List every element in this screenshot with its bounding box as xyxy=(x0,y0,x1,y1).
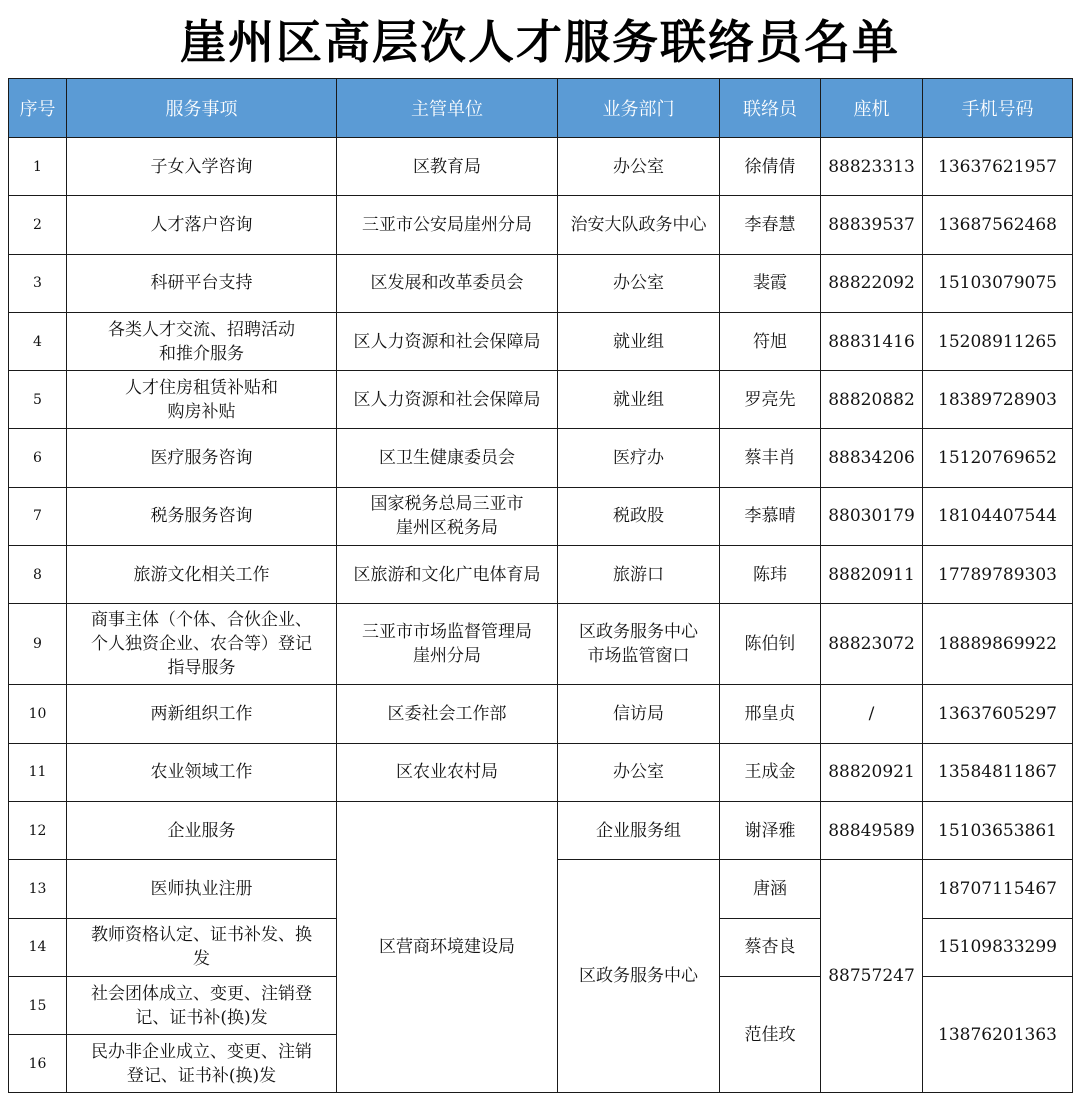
header-unit: 主管单位 xyxy=(337,79,558,138)
unit-cell: 区卫生健康委员会 xyxy=(337,429,558,487)
table-row xyxy=(9,546,1073,604)
header-contact: 联络员 xyxy=(720,79,821,138)
row-index: 3 xyxy=(9,254,67,312)
mobile-cell: 13687562468 xyxy=(923,196,1073,254)
dept-cell: 企业服务组 xyxy=(558,801,720,859)
service-cell: 商事主体（个体、合伙企业、 个人独资企业、农合等）登记 指导服务 xyxy=(67,604,337,685)
dept-cell: 信访局 xyxy=(558,685,720,743)
header-row xyxy=(9,79,1073,138)
service-cell: 科研平台支持 xyxy=(67,254,337,312)
mobile-cell: 18389728903 xyxy=(923,371,1073,429)
row-index: 7 xyxy=(9,487,67,545)
table-row xyxy=(9,254,1073,312)
unit-cell: 区旅游和文化广电体育局 xyxy=(337,546,558,604)
service-cell: 人才落户咨询 xyxy=(67,196,337,254)
table-row xyxy=(9,196,1073,254)
contact-cell: 蔡丰肖 xyxy=(720,429,821,487)
table-row xyxy=(9,429,1073,487)
table-row xyxy=(9,138,1073,196)
service-cell: 医疗服务咨询 xyxy=(67,429,337,487)
service-cell: 人才住房租赁补贴和 购房补贴 xyxy=(67,371,337,429)
contact-cell: 李慕晴 xyxy=(720,487,821,545)
header-landline: 座机 xyxy=(821,79,923,138)
mobile-cell: 18707115467 xyxy=(923,860,1073,918)
mobile-cell: 13584811867 xyxy=(923,743,1073,801)
mobile-cell: 15103653861 xyxy=(923,801,1073,859)
dept-cell: 办公室 xyxy=(558,254,720,312)
contact-cell: 范佳玫 xyxy=(720,976,821,1093)
service-cell: 各类人才交流、招聘活动 和推介服务 xyxy=(67,312,337,370)
unit-cell: 国家税务总局三亚市 崖州区税务局 xyxy=(337,487,558,545)
contact-cell: 符旭 xyxy=(720,312,821,370)
unit-cell: 三亚市公安局崖州分局 xyxy=(337,196,558,254)
dept-cell: 区政务服务中心 市场监管窗口 xyxy=(558,604,720,685)
row-index: 11 xyxy=(9,743,67,801)
unit-cell: 区教育局 xyxy=(337,138,558,196)
dept-cell: 办公室 xyxy=(558,138,720,196)
contact-cell: 罗亮先 xyxy=(720,371,821,429)
dept-cell: 办公室 xyxy=(558,743,720,801)
table-row xyxy=(9,371,1073,429)
mobile-cell: 18104407544 xyxy=(923,487,1073,545)
unit-cell: 区发展和改革委员会 xyxy=(337,254,558,312)
unit-cell: 区人力资源和社会保障局 xyxy=(337,312,558,370)
service-cell: 子女入学咨询 xyxy=(67,138,337,196)
mobile-cell: 13637605297 xyxy=(923,685,1073,743)
row-index: 4 xyxy=(9,312,67,370)
landline-cell: 88839537 xyxy=(821,196,923,254)
landline-cell: / xyxy=(821,685,923,743)
dept-cell: 税政股 xyxy=(558,487,720,545)
service-cell: 民办非企业成立、变更、注销 登记、证书补(换)发 xyxy=(67,1035,337,1093)
mobile-cell: 18889869922 xyxy=(923,604,1073,685)
mobile-cell: 15120769652 xyxy=(923,429,1073,487)
contact-cell: 李春慧 xyxy=(720,196,821,254)
unit-cell: 三亚市市场监督管理局 崖州分局 xyxy=(337,604,558,685)
contact-cell: 裴霞 xyxy=(720,254,821,312)
contact-cell: 邢皇贞 xyxy=(720,685,821,743)
row-index: 2 xyxy=(9,196,67,254)
row-index: 12 xyxy=(9,801,67,859)
table-row xyxy=(9,685,1073,743)
table-row xyxy=(9,312,1073,370)
mobile-cell: 13876201363 xyxy=(923,976,1073,1093)
landline-cell: 88820911 xyxy=(821,546,923,604)
unit-cell: 区委社会工作部 xyxy=(337,685,558,743)
unit-cell: 区农业农村局 xyxy=(337,743,558,801)
service-cell: 旅游文化相关工作 xyxy=(67,546,337,604)
landline-cell: 88823072 xyxy=(821,604,923,685)
mobile-cell: 13637621957 xyxy=(923,138,1073,196)
mobile-cell: 15208911265 xyxy=(923,312,1073,370)
table-row xyxy=(9,487,1073,545)
contact-table xyxy=(8,78,1073,1093)
service-cell: 医师执业注册 xyxy=(67,860,337,918)
landline-cell: 88822092 xyxy=(821,254,923,312)
row-index: 15 xyxy=(9,976,67,1034)
dept-cell: 就业组 xyxy=(558,371,720,429)
contact-cell: 谢泽雅 xyxy=(720,801,821,859)
table-row xyxy=(9,801,1073,859)
service-cell: 农业领域工作 xyxy=(67,743,337,801)
dept-cell: 旅游口 xyxy=(558,546,720,604)
dept-cell: 治安大队政务中心 xyxy=(558,196,720,254)
row-index: 13 xyxy=(9,860,67,918)
service-cell: 教师资格认定、证书补发、换 发 xyxy=(67,918,337,976)
contact-cell: 陈伯钊 xyxy=(720,604,821,685)
row-index: 16 xyxy=(9,1035,67,1093)
row-index: 6 xyxy=(9,429,67,487)
header-dept: 业务部门 xyxy=(558,79,720,138)
landline-cell: 88823313 xyxy=(821,138,923,196)
contact-cell: 王成金 xyxy=(720,743,821,801)
table-row xyxy=(9,743,1073,801)
row-index: 14 xyxy=(9,918,67,976)
contact-cell: 徐倩倩 xyxy=(720,138,821,196)
contact-cell: 蔡杏良 xyxy=(720,918,821,976)
landline-cell: 88820882 xyxy=(821,371,923,429)
mobile-cell: 17789789303 xyxy=(923,546,1073,604)
header-mobile: 手机号码 xyxy=(923,79,1073,138)
landline-cell: 88030179 xyxy=(821,487,923,545)
service-cell: 两新组织工作 xyxy=(67,685,337,743)
service-cell: 企业服务 xyxy=(67,801,337,859)
landline-cell: 88849589 xyxy=(821,801,923,859)
header-service: 服务事项 xyxy=(67,79,337,138)
header-index: 序号 xyxy=(9,79,67,138)
landline-cell: 88831416 xyxy=(821,312,923,370)
page-title: 崖州区高层次人才服务联络员名单 xyxy=(180,15,900,69)
mobile-cell: 15109833299 xyxy=(923,918,1073,976)
table-row xyxy=(9,604,1073,685)
row-index: 10 xyxy=(9,685,67,743)
dept-cell: 医疗办 xyxy=(558,429,720,487)
unit-cell: 区人力资源和社会保障局 xyxy=(337,371,558,429)
row-index: 9 xyxy=(9,604,67,685)
dept-cell: 区政务服务中心 xyxy=(558,860,720,1093)
unit-cell: 区营商环境建设局 xyxy=(337,801,558,1092)
landline-cell: 88757247 xyxy=(821,860,923,1093)
service-cell: 社会团体成立、变更、注销登 记、证书补(换)发 xyxy=(67,976,337,1034)
row-index: 8 xyxy=(9,546,67,604)
dept-cell: 就业组 xyxy=(558,312,720,370)
row-index: 1 xyxy=(9,138,67,196)
row-index: 5 xyxy=(9,371,67,429)
contact-cell: 陈玮 xyxy=(720,546,821,604)
service-cell: 税务服务咨询 xyxy=(67,487,337,545)
contact-cell: 唐涵 xyxy=(720,860,821,918)
landline-cell: 88834206 xyxy=(821,429,923,487)
landline-cell: 88820921 xyxy=(821,743,923,801)
mobile-cell: 15103079075 xyxy=(923,254,1073,312)
